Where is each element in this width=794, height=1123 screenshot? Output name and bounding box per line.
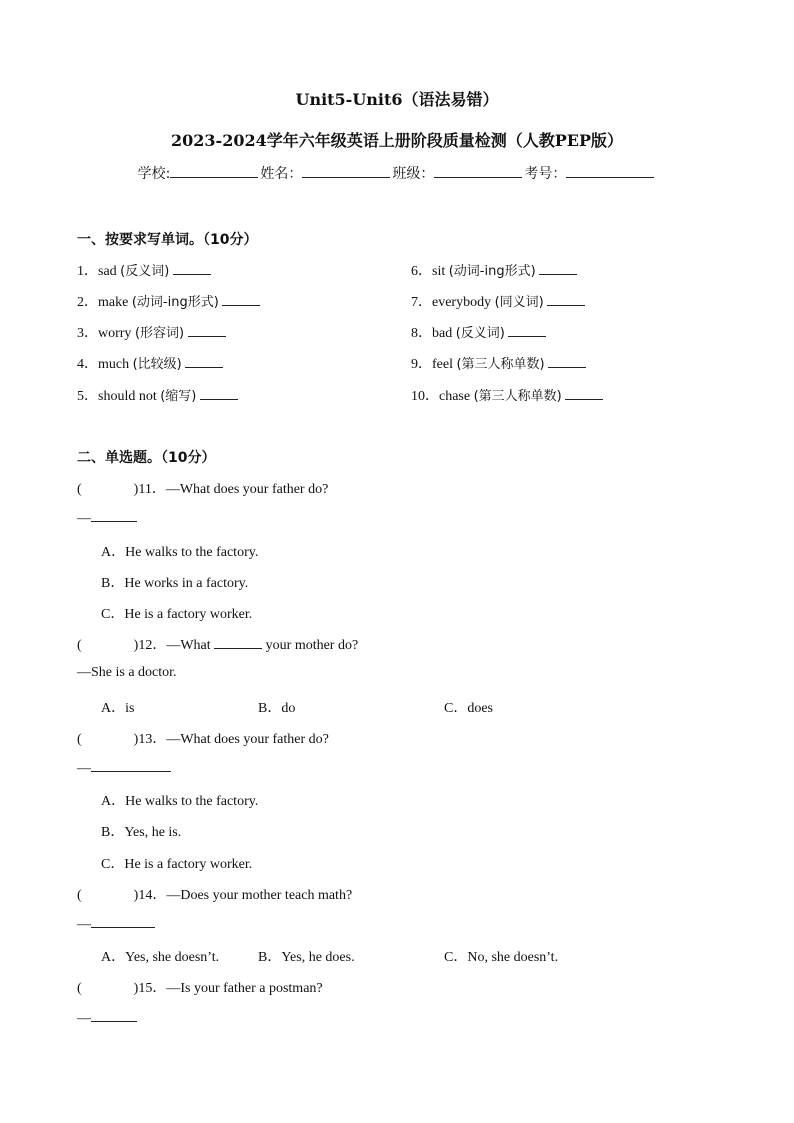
answer-blank[interactable] xyxy=(200,387,238,400)
q14-option-c[interactable]: C．No, she doesn’t. xyxy=(444,950,559,965)
answer-blank[interactable] xyxy=(565,387,603,400)
question-4: 4．much (比较级) xyxy=(77,353,223,373)
question-12-stem: ( )12．—What your mother do? xyxy=(77,638,359,653)
question-3: 3．worry (形容词) xyxy=(77,322,226,342)
answer-blank[interactable] xyxy=(222,293,260,306)
class-field[interactable] xyxy=(434,163,522,178)
page-title: Unit5-Unit6（语法易错） xyxy=(295,90,499,109)
answer-blank[interactable] xyxy=(173,262,211,275)
question-15-answer-line: — xyxy=(77,1009,137,1027)
answer-blank[interactable] xyxy=(188,324,226,337)
answer-blank[interactable] xyxy=(539,262,577,275)
q12-option-c[interactable]: C．does xyxy=(444,701,493,716)
q14-option-b[interactable]: B．Yes, he does. xyxy=(258,950,355,965)
q12-option-b[interactable]: B．do xyxy=(258,701,296,716)
question-14-stem: ( )14．—Does your mother teach math? xyxy=(77,888,353,903)
q13-option-c[interactable]: C．He is a factory worker. xyxy=(101,857,253,872)
question-9: 9．feel (第三人称单数) xyxy=(411,353,586,373)
answer-blank[interactable] xyxy=(91,509,137,522)
question-13-answer-line: — xyxy=(77,759,171,777)
question-10: 10．chase (第三人称单数) xyxy=(411,385,603,405)
q11-option-b[interactable]: B．He works in a factory. xyxy=(101,576,249,591)
question-5: 5．should not (缩写) xyxy=(77,385,238,405)
exam-no-field[interactable] xyxy=(566,163,654,178)
q13-option-b[interactable]: B．Yes, he is. xyxy=(101,825,182,840)
school-field[interactable] xyxy=(170,163,258,178)
question-14-answer-line: — xyxy=(77,915,155,933)
name-label: 姓名： xyxy=(260,166,303,182)
answer-blank[interactable] xyxy=(91,759,171,772)
school-label: 学校: xyxy=(137,166,171,182)
question-11-answer-line: — xyxy=(77,509,137,527)
q11-option-a[interactable]: A．He walks to the factory. xyxy=(101,545,259,560)
student-info-row xyxy=(0,163,794,183)
section-2-heading: 二、单选题。（10分） xyxy=(77,450,216,466)
answer-blank[interactable] xyxy=(508,324,546,337)
q12-option-a[interactable]: A．is xyxy=(101,701,135,716)
question-11-stem: ( )11．—What does your father do? xyxy=(77,482,329,497)
page-subtitle: 2023-2024学年六年级英语上册阶段质量检测（人教PEP版） xyxy=(171,131,623,150)
question-13-stem: ( )13．—What does your father do? xyxy=(77,732,329,747)
question-15-stem: ( )15．—Is your father a postman? xyxy=(77,981,323,996)
class-label: 班级： xyxy=(392,166,435,182)
q14-option-a[interactable]: A．Yes, she doesn’t. xyxy=(101,950,220,965)
name-field[interactable] xyxy=(302,163,390,178)
question-1: 1．sad (反义词) xyxy=(77,260,211,280)
exam-no-label: 考号： xyxy=(524,166,567,182)
section-1-heading: 一、按要求写单词。（10分） xyxy=(77,232,258,248)
question-12-response: —She is a doctor. xyxy=(77,665,177,680)
answer-blank[interactable] xyxy=(548,355,586,368)
answer-blank[interactable] xyxy=(214,636,262,649)
answer-blank[interactable] xyxy=(91,915,155,928)
answer-blank[interactable] xyxy=(91,1009,137,1022)
question-6: 6．sit (动词-ing形式) xyxy=(411,260,577,280)
question-2: 2．make (动词-ing形式) xyxy=(77,291,260,311)
question-8: 8．bad (反义词) xyxy=(411,322,546,342)
q13-option-a[interactable]: A．He walks to the factory. xyxy=(101,794,259,809)
question-7: 7．everybody (同义词) xyxy=(411,291,585,311)
answer-blank[interactable] xyxy=(547,293,585,306)
answer-blank[interactable] xyxy=(185,355,223,368)
q11-option-c[interactable]: C．He is a factory worker. xyxy=(101,607,253,622)
